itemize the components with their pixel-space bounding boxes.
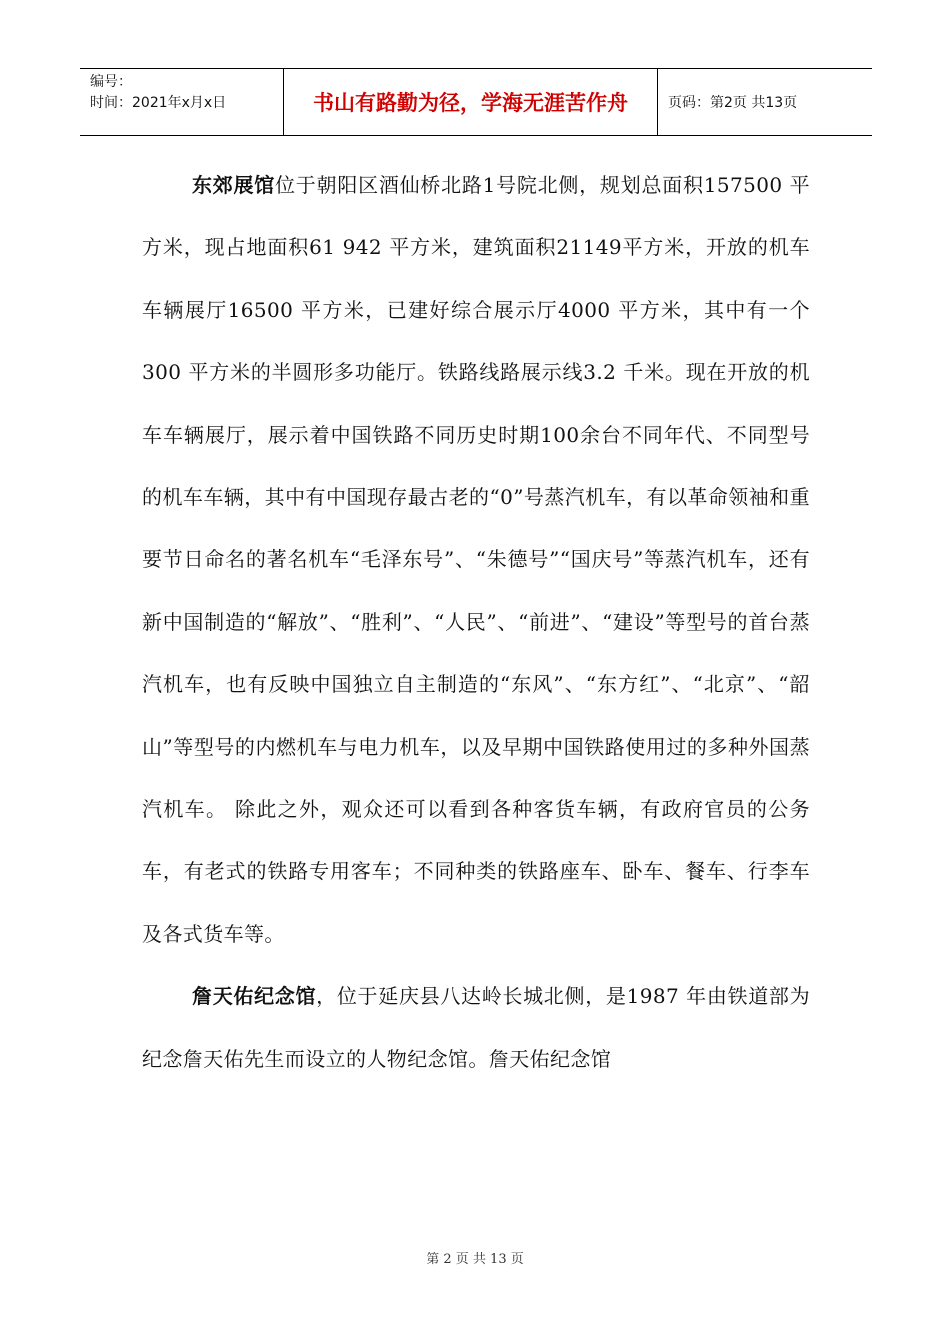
- paragraph-title: 东郊展馆: [192, 173, 276, 197]
- paragraph-text: ，位于延庆县八达岭长城北侧，是1987 年由铁道部为纪念詹天佑先生而设立的人物纪念馆。詹天佑纪念馆: [142, 984, 811, 1071]
- paragraph-title: 詹天佑纪念馆: [192, 984, 317, 1009]
- header-page-info: 页码：第2页 共13页: [668, 95, 798, 111]
- header-meta: [80, 69, 284, 135]
- paragraph-east-suburb-hall: [142, 154, 810, 965]
- header-motto: 书山有路勤为径，学海无涯苦作舟: [284, 69, 658, 135]
- document-body: [142, 154, 810, 1090]
- page-header: [80, 68, 872, 136]
- page-footer: 第 2 页 共 13 页: [426, 1252, 524, 1267]
- time-label: 时间：2021年x月x日: [90, 95, 227, 111]
- paragraph-zhan-tianyou-memorial: [142, 965, 810, 1090]
- paragraph-text: 位于朝阳区酒仙桥北路1号院北侧，规划总面积157500 平方米，现占地面积61 942 平方米，建筑面积21149平方米，开放的机车车辆展厅16500 平方米，已建好综合展示厅4000 平方米，其中有一个300 平方米的半圆形多功能厅。铁路线路展示线3.2 千米。现在开放的机车车辆展厅，展示着中国铁路不同历史时期100余台不同年代、不同型号的机车车辆，其中有中国现存最古老的“0”号蒸汽机车，有以革命领袖和重要节日命名的著名机车“毛泽东号”、“朱德号”“国庆号”等蒸汽机车，还有新中国制造的“解放”、“胜利”、“人民”、“前进”、“建设”等型号的首台蒸汽机车，也有反映中国独立自主制造的“东风”、“东方红”、“北京”、“韶山”等型号的内燃机车与电力机车，以及早期中国铁路使用过的多种外国蒸汽机车。 除此之外，观众还可以看到各种客货车辆，有政府官员的公务车，有老式的铁路专用客车；不同种类的铁路座车、卧车、餐车、行李车及各式货车等。: [142, 173, 810, 946]
- number-label: 编号：: [90, 74, 132, 90]
